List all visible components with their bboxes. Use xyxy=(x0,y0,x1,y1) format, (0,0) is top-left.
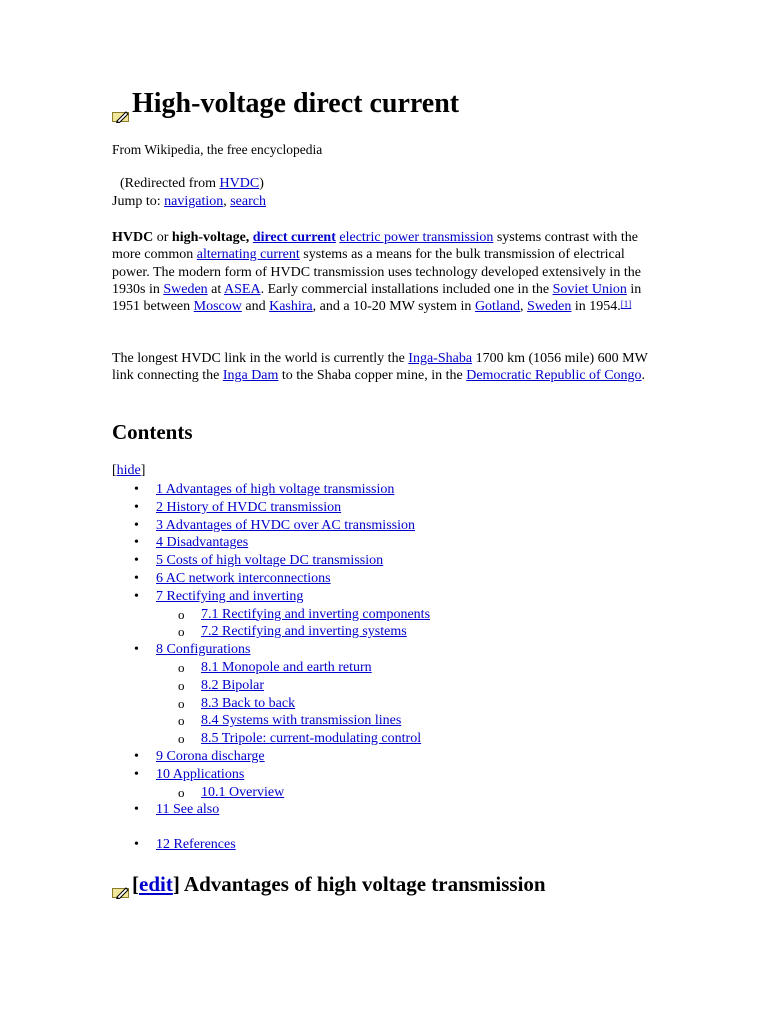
redirect-notice: (Redirected from HVDC) xyxy=(120,176,264,191)
toc-item xyxy=(112,766,430,784)
toc-link-8-2[interactable]: 8.2 Bipolar xyxy=(201,677,264,693)
toc-subitem xyxy=(112,677,430,695)
toc-item xyxy=(112,641,430,659)
link-gotland[interactable]: Gotland xyxy=(474,299,521,315)
toc-link-4[interactable]: 4 Disadvantages xyxy=(156,535,249,551)
jump-to-links: Jump to: navigation, search xyxy=(112,194,266,209)
link-direct-current[interactable]: direct current xyxy=(252,230,336,245)
link-inga-shaba[interactable]: Inga-Shaba xyxy=(408,351,473,366)
toc-link-8-5[interactable]: 8.5 Tripole: current-modulating control xyxy=(201,731,422,747)
toc-link-6[interactable]: 6 AC network interconnections xyxy=(156,570,331,586)
intro-paragraph-1: HVDC or high-voltage, direct current electric power transmission systems contrast with the more common alternating current systems as a means for the bulk transmission of electrical power. The modern form of HVDC transmission uses technology developed extensively in the 1930s in Sweden at ASEA. Early commercial installations included one in the Soviet Union in 1951 between Moscow and Kashira, and a 10-20 MW system in Gotland, Sweden in 1954.[1] xyxy=(112,230,642,315)
toc-link-8-4[interactable]: 8.4 Systems with transmission lines xyxy=(201,713,402,729)
link-electric-power-transmission[interactable]: electric power transmission xyxy=(339,230,494,245)
link-sweden[interactable]: Sweden xyxy=(163,281,208,297)
link-soviet-union[interactable]: Soviet Union xyxy=(552,281,627,297)
toc-item xyxy=(112,552,430,570)
page-title xyxy=(112,88,459,120)
link-moscow[interactable]: Moscow xyxy=(193,299,242,315)
jump-navigation-link[interactable]: navigation xyxy=(164,194,224,209)
link-inga-dam[interactable]: Inga Dam xyxy=(222,368,279,384)
toc-link-7[interactable]: 7 Rectifying and inverting xyxy=(156,588,304,604)
toc-item xyxy=(112,588,430,606)
toc-link-11[interactable]: 11 See also xyxy=(156,802,220,818)
toc-link-8-3[interactable]: 8.3 Back to back xyxy=(201,695,296,711)
jump-search-link[interactable]: search xyxy=(230,194,266,209)
edit-pencil-icon[interactable] xyxy=(112,99,130,112)
toc-subitem xyxy=(112,784,430,802)
section-edit-link[interactable]: edit xyxy=(139,872,173,896)
reference-link-1[interactable]: [1] xyxy=(620,299,632,310)
page-title-text: High-voltage direct current xyxy=(132,88,460,119)
link-sweden-2[interactable]: Sweden xyxy=(527,299,572,315)
toc-link-7-2[interactable]: 7.2 Rectifying and inverting systems xyxy=(201,624,407,640)
toc-item xyxy=(112,748,430,766)
table-of-contents xyxy=(112,481,430,854)
toc-link-7-1[interactable]: 7.1 Rectifying and inverting components xyxy=(201,606,431,622)
toc-item xyxy=(112,517,430,535)
intro-paragraph-2: The longest HVDC link in the world is currently the Inga-Shaba 1700 km (1056 mile) 600 MW link connecting the Inga Dam to the Shaba copper mine, in the Democratic Republic of Congo. xyxy=(112,351,648,384)
toc-item xyxy=(112,534,430,552)
toc-hide-toggle: [hide] xyxy=(112,463,146,478)
toc-heading: Contents xyxy=(112,420,193,444)
redirect-source-link[interactable]: HVDC xyxy=(219,176,260,191)
toc-link-5[interactable]: 5 Costs of high voltage DC transmission xyxy=(156,553,384,569)
toc-item xyxy=(112,570,430,588)
toc-subitem xyxy=(112,659,430,677)
toc-subitem xyxy=(112,623,430,641)
toc-link-2[interactable]: 2 History of HVDC transmission xyxy=(156,499,342,515)
toc-link-12[interactable]: 12 References xyxy=(156,837,236,853)
toc-link-8[interactable]: 8 Configurations xyxy=(156,642,251,658)
toc-link-8-1[interactable]: 8.1 Monopole and earth return xyxy=(201,659,372,675)
toc-item xyxy=(112,481,430,499)
toc-link-3[interactable]: 3 Advantages of HVDC over AC transmission xyxy=(156,517,415,533)
link-asea[interactable]: ASEA xyxy=(224,281,261,297)
toc-subitem xyxy=(112,695,430,713)
toc-link-10-1[interactable]: 10.1 Overview xyxy=(201,784,285,800)
link-democratic-republic-of-congo[interactable]: Democratic Republic of Congo xyxy=(466,368,642,384)
toc-item xyxy=(112,499,430,517)
toc-item xyxy=(112,836,430,854)
edit-pencil-icon[interactable] xyxy=(112,880,130,893)
section-heading-advantages: [edit] Advantages of high voltage transmission xyxy=(112,872,546,897)
toc-item xyxy=(112,801,430,819)
toc-subitem xyxy=(112,606,430,624)
toc-subitem xyxy=(112,730,430,748)
toc-hide-link[interactable]: hide xyxy=(116,463,141,478)
section-title: Advantages of high voltage transmission xyxy=(179,872,546,896)
link-kashira[interactable]: Kashira xyxy=(269,299,313,315)
toc-link-1[interactable]: 1 Advantages of high voltage transmission xyxy=(156,482,395,497)
site-subtitle: From Wikipedia, the free encyclopedia xyxy=(112,142,323,157)
link-alternating-current[interactable]: alternating current xyxy=(196,247,300,263)
toc-link-9[interactable]: 9 Corona discharge xyxy=(156,748,265,764)
toc-link-10[interactable]: 10 Applications xyxy=(156,766,245,782)
toc-subitem xyxy=(112,712,430,730)
